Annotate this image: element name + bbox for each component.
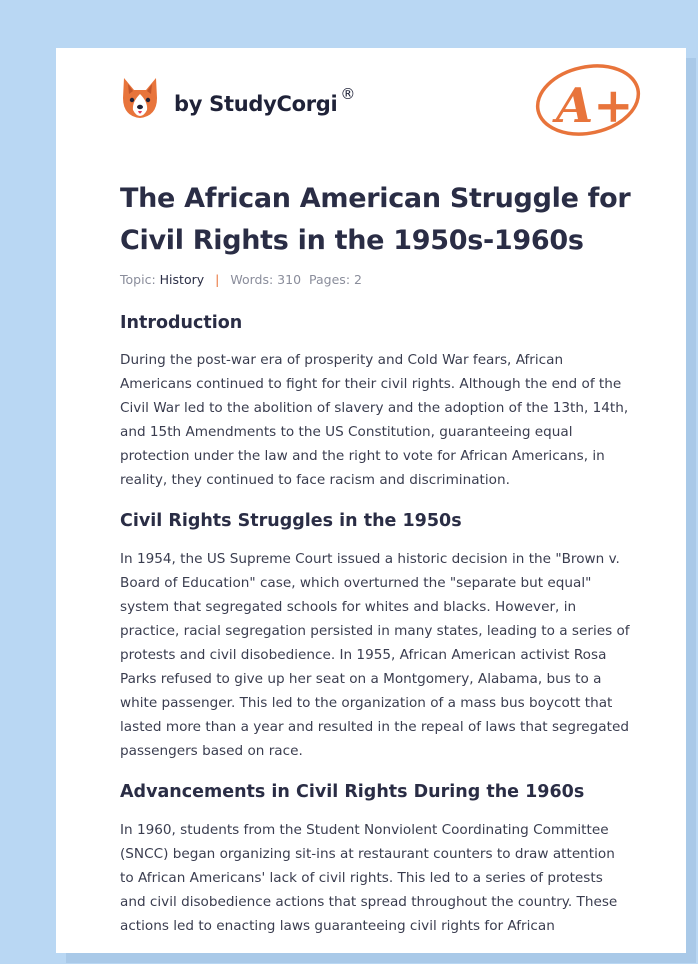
- meta-separator: |: [215, 272, 220, 287]
- word-count: Words: 310: [230, 272, 302, 287]
- page-title: The African American Struggle for Civil Rights in the 1950s-1960s: [120, 183, 631, 256]
- section-heading-1950s: Civil Rights Struggles in the 1950s: [120, 511, 462, 531]
- grade-a-plus-icon: [534, 60, 646, 146]
- section-body-1960s: In 1960, students from the Student Nonviolent Coordinating Committee (SNCC) began organizing sit-ins at restaurant counters to draw attention to African Americans' lack of civil rights. This led to a series of protests and civil disobedience actions that spread throughout the country. These actions led to enacting laws guaranteeing civil rights for African: [120, 822, 618, 934]
- page-count: Pages: 2: [309, 272, 362, 287]
- article: [120, 178, 632, 938]
- brand-name: by StudyCorgi ®: [174, 84, 356, 116]
- section-heading-1960s: Advancements in Civil Rights During the 1960s: [120, 782, 585, 802]
- studycorgi-logo[interactable]: [120, 76, 355, 120]
- article-meta: [120, 272, 632, 287]
- topic-label: Topic:: [120, 272, 156, 287]
- topic-link[interactable]: History: [159, 272, 205, 287]
- section-heading-introduction: Introduction: [120, 313, 243, 333]
- section-body-introduction: During the post-war era of prosperity and Cold War fears, African Americans continued to fight for their civil rights. Although the end of the Civil War led to the abolition of slavery and the adoption of the 13th, 14th, and 15th Amendments to the US Constitution, guaranteeing equal protection under the law and the right to vote for African Americans, in reality, they continued to face racism and discrimination.: [120, 352, 629, 488]
- grade-text: A+: [556, 78, 634, 134]
- document-card: [56, 48, 686, 953]
- section-body-1950s: In 1954, the US Supreme Court issued a historic decision in the "Brown v. Board of Education" case, which overturned the "separate but equal" system that segregated schools for whites and blacks. However, in practice, racial segregation persisted in many states, leading to a series of protests and civil disobedience. In 1955, African American activist Rosa Parks refused to give up her seat on a Montgomery, Alabama, bus to a white passenger. This led to the organization of a mass bus boycott that lasted more than a year and resulted in the repeal of laws that segregated passengers based on race.: [120, 551, 630, 759]
- corgi-icon: [120, 76, 160, 120]
